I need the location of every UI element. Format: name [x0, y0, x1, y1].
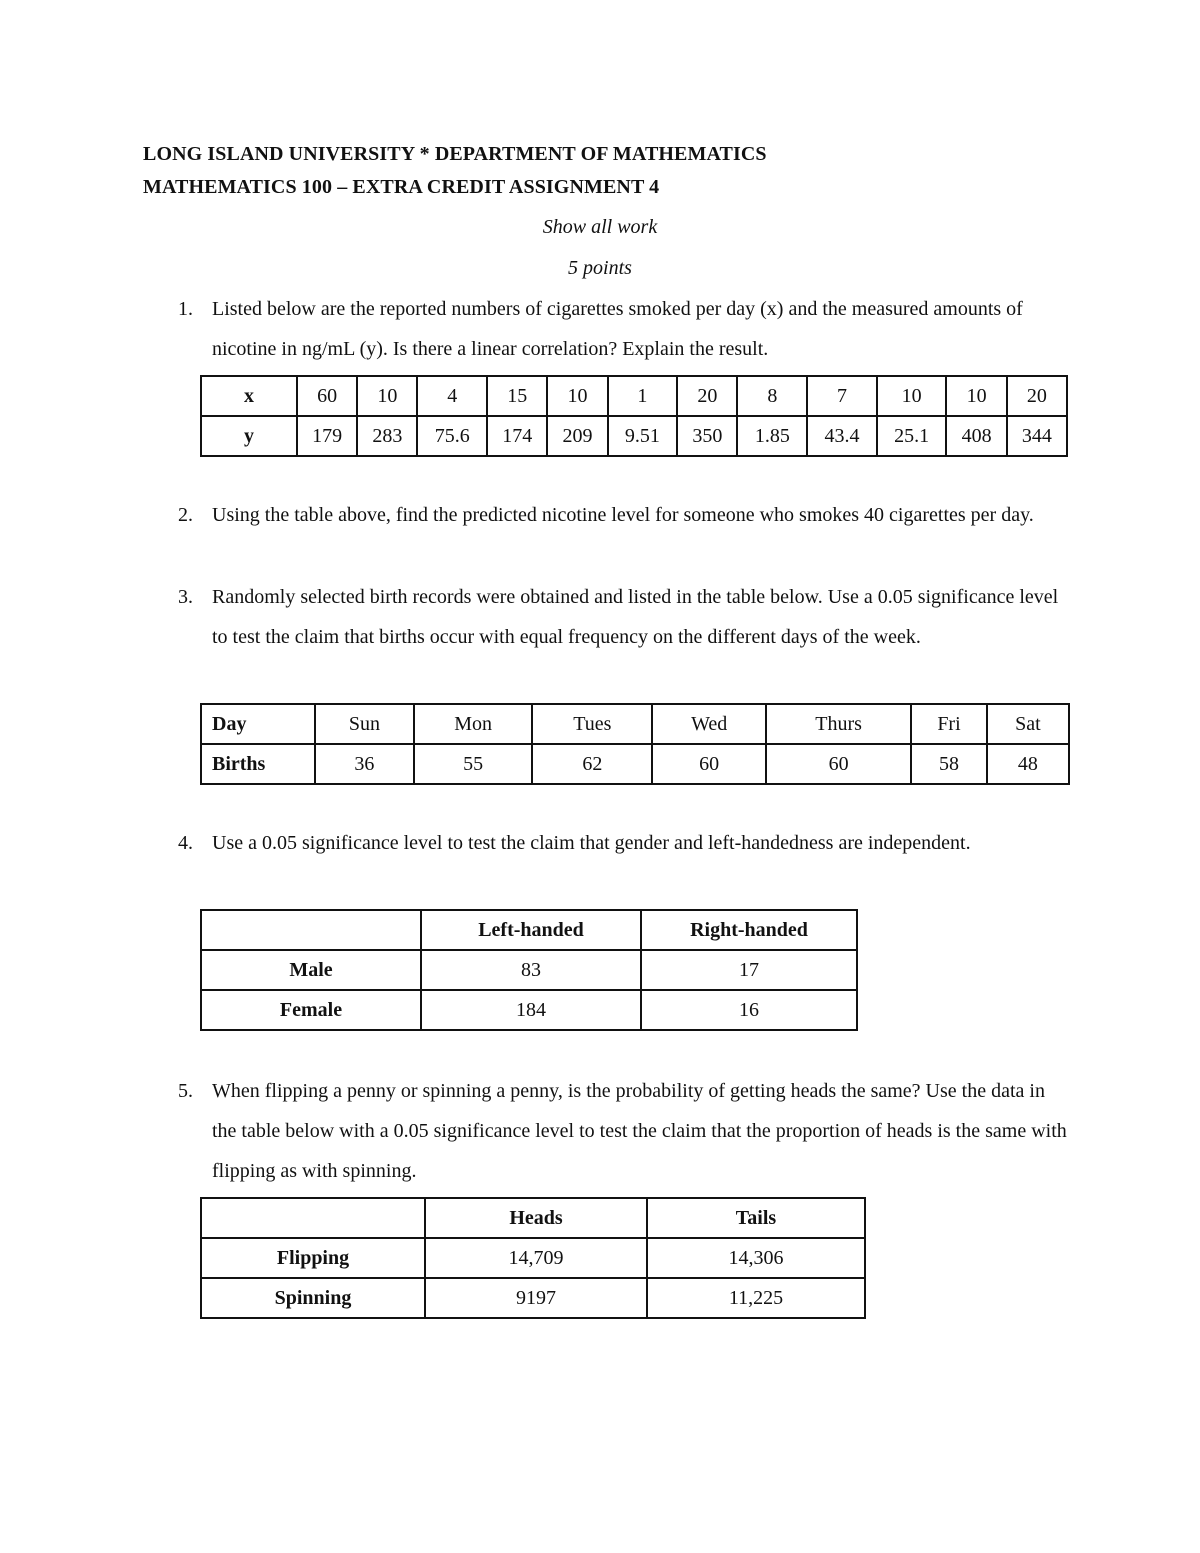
header-university: LONG ISLAND UNIVERSITY * DEPARTMENT OF MATHEMATICS [143, 143, 767, 165]
table-cell: 75.6 [417, 416, 487, 456]
row-label-day: Day [201, 704, 315, 744]
question-text: Using the table above, find the predicted nicotine level for someone who smokes 40 cigarettes per day. [212, 504, 1034, 526]
table-cell: 8 [737, 376, 807, 416]
column-header: Right-handed [641, 910, 857, 950]
table-gender-handedness [200, 909, 858, 1031]
row-label: Female [201, 990, 421, 1030]
table-row [201, 990, 857, 1030]
points-text: 5 points [568, 257, 632, 279]
table-cell: 43.4 [807, 416, 877, 456]
table-cell: 14,306 [647, 1238, 865, 1278]
table-cell: 48 [987, 744, 1069, 784]
table-cell: 209 [547, 416, 607, 456]
table-cell: 179 [297, 416, 357, 456]
table-row [201, 950, 857, 990]
table-cell: 4 [417, 376, 487, 416]
row-label-y: y [201, 416, 297, 456]
table-cell: 15 [487, 376, 547, 416]
table-cell: 60 [766, 744, 911, 784]
table-corner-cell [201, 1198, 425, 1238]
question-text: Use a 0.05 significance level to test the claim that gender and left-handedness are independent. [212, 832, 971, 854]
table-cell: 10 [357, 376, 417, 416]
question-number: 4. [178, 832, 193, 854]
question-number: 3. [178, 586, 193, 608]
question-number: 1. [178, 298, 193, 320]
table-cell: 10 [946, 376, 1006, 416]
table-row [201, 376, 1067, 416]
table-cell: Mon [414, 704, 533, 744]
table-cell: Tues [532, 704, 652, 744]
column-header: Left-handed [421, 910, 641, 950]
table-cell: 7 [807, 376, 877, 416]
table-cell: 60 [297, 376, 357, 416]
table-cell: 184 [421, 990, 641, 1030]
question-text: Randomly selected birth records were obtained and listed in the table below. Use a 0.05 significance level to test the claim that births occur with equal frequency on the different days of the week. [212, 586, 1059, 648]
table-cell: 36 [315, 744, 414, 784]
question-text: Listed below are the reported numbers of cigarettes smoked per day (x) and the measured amounts of nicotine in ng/mL (y). Is there a linear correlation? Explain the result. [212, 298, 1023, 360]
table-row [201, 704, 1069, 744]
table-cell: 344 [1007, 416, 1067, 456]
row-label: Flipping [201, 1238, 425, 1278]
table-cell: 62 [532, 744, 652, 784]
table-penny-flip-spin [200, 1197, 866, 1319]
table-cell: 55 [414, 744, 533, 784]
row-label: Male [201, 950, 421, 990]
table-cigarettes-nicotine [200, 375, 1068, 457]
question-4 [178, 823, 1068, 863]
table-cell: 83 [421, 950, 641, 990]
table-cell: 20 [1007, 376, 1067, 416]
table-cell: 408 [946, 416, 1006, 456]
table-cell: 1 [608, 376, 678, 416]
table-row [201, 416, 1067, 456]
table-cell: 20 [677, 376, 737, 416]
table-cell: 10 [877, 376, 947, 416]
table-cell: Thurs [766, 704, 911, 744]
table-births-by-day [200, 703, 1070, 785]
table-row [201, 744, 1069, 784]
column-header: Heads [425, 1198, 647, 1238]
column-header: Tails [647, 1198, 865, 1238]
row-label: Spinning [201, 1278, 425, 1318]
question-text: When flipping a penny or spinning a penny, is the probability of getting heads the same? Use the data in the table below with a 0.05 significance level to test the claim that the proportion of heads is the same with flipping as with spinning. [212, 1080, 1067, 1182]
table-cell: 9197 [425, 1278, 647, 1318]
question-number: 2. [178, 504, 193, 526]
table-cell: 174 [487, 416, 547, 456]
table-cell: 25.1 [877, 416, 947, 456]
question-2 [178, 495, 1068, 535]
table-cell: 11,225 [647, 1278, 865, 1318]
table-cell: Sat [987, 704, 1069, 744]
table-cell: 9.51 [608, 416, 678, 456]
table-cell: 16 [641, 990, 857, 1030]
question-3 [178, 577, 1068, 657]
table-cell: 17 [641, 950, 857, 990]
header-course: MATHEMATICS 100 – EXTRA CREDIT ASSIGNMENT 4 [143, 176, 660, 198]
table-cell: 14,709 [425, 1238, 647, 1278]
table-cell: 1.85 [737, 416, 807, 456]
table-cell: 350 [677, 416, 737, 456]
question-1 [178, 289, 1068, 369]
table-cell: 60 [652, 744, 766, 784]
table-cell: Sun [315, 704, 414, 744]
table-cell: 10 [547, 376, 607, 416]
table-corner-cell [201, 910, 421, 950]
question-number: 5. [178, 1080, 193, 1102]
instruction-text: Show all work [542, 216, 658, 238]
table-row [201, 1238, 865, 1278]
table-row [201, 910, 857, 950]
row-label-births: Births [201, 744, 315, 784]
row-label-x: x [201, 376, 297, 416]
table-cell: 283 [357, 416, 417, 456]
table-row [201, 1198, 865, 1238]
question-5 [178, 1071, 1068, 1191]
table-cell: 58 [911, 744, 987, 784]
table-row [201, 1278, 865, 1318]
table-cell: Wed [652, 704, 766, 744]
table-cell: Fri [911, 704, 987, 744]
